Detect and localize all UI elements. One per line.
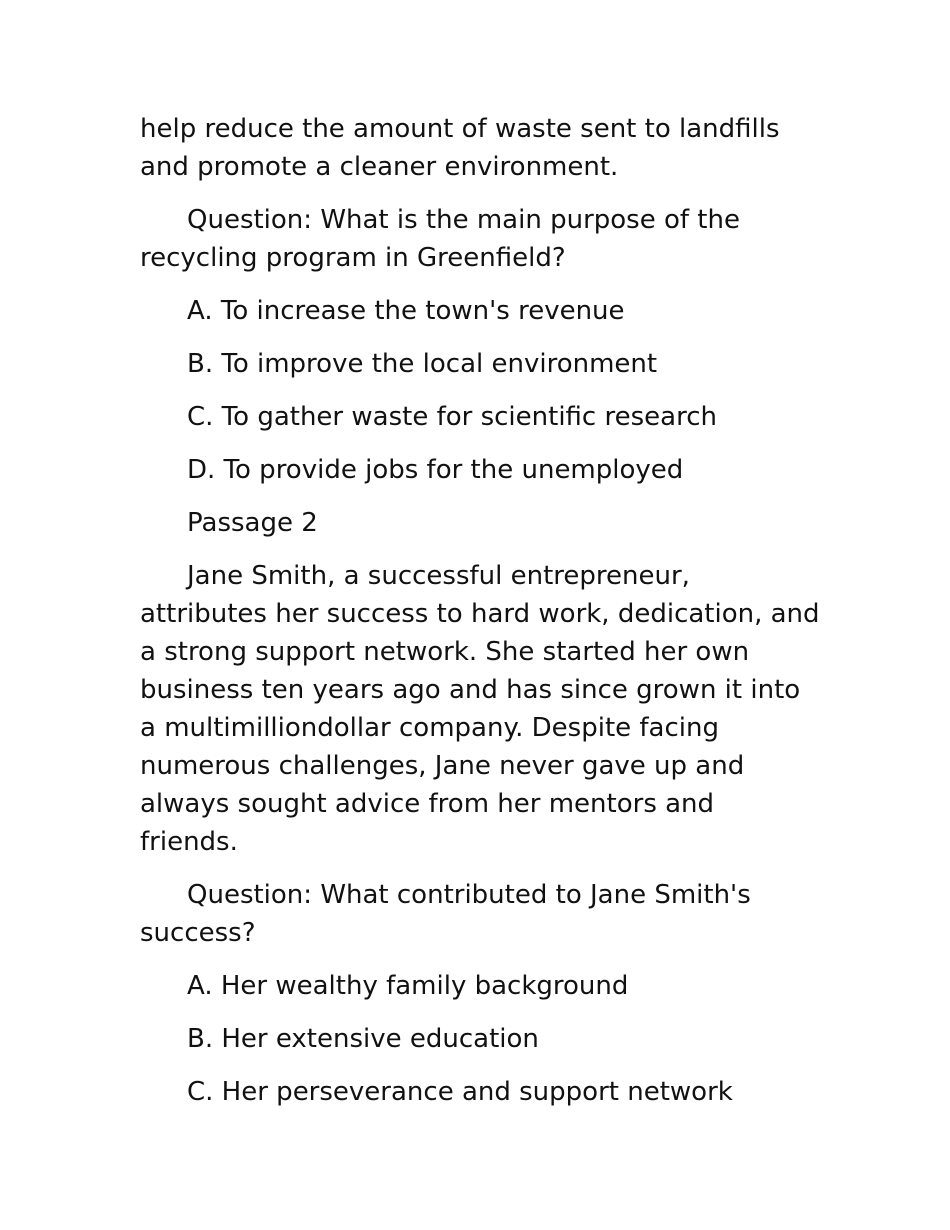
question-2-option-a: A. Her wealthy family background bbox=[187, 971, 629, 1001]
question-1-option-c: C. To gather waste for scientific research bbox=[187, 402, 717, 432]
question-1-option-a: A. To increase the town's revenue bbox=[187, 296, 625, 326]
question-1-option-b: B. To improve the local environment bbox=[187, 349, 658, 379]
document-page bbox=[140, 110, 820, 1126]
passage-1-continuation: help reduce the amount of waste sent to landfills and promote a cleaner environment. bbox=[140, 114, 780, 182]
question-2-option-b: B. Her extensive education bbox=[187, 1024, 539, 1054]
question-1-text: Question: What is the main purpose of the recycling program in Greenfield? bbox=[140, 205, 740, 273]
question-2-option-c: C. Her perseverance and support network bbox=[187, 1077, 733, 1107]
question-2-text: Question: What contributed to Jane Smith's success? bbox=[140, 880, 751, 948]
passage-2-text: Jane Smith, a successful entrepreneur, attributes her success to hard work, dedication, and a strong support network. She started her own business ten years ago and has since grown it into a multimilliondollar company. Despite facing numerous challenges, Jane never gave up and always sought advice from her mentors and friends. bbox=[140, 561, 820, 857]
question-1-option-d: D. To provide jobs for the unemployed bbox=[187, 455, 684, 485]
passage-2-heading: Passage 2 bbox=[187, 508, 318, 538]
